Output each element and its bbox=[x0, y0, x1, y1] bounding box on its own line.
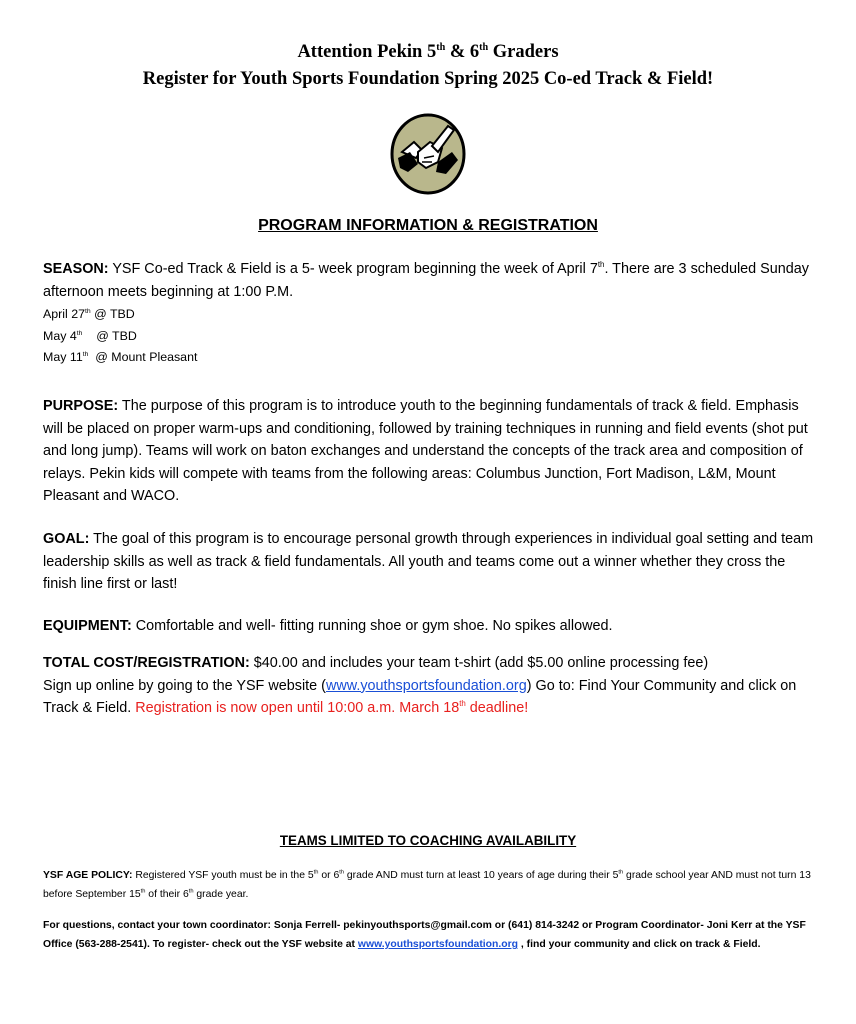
registration-deadline: Registration is now open until 10:00 a.m. March 18th deadline! bbox=[135, 699, 529, 716]
program-heading: PROGRAM INFORMATION & REGISTRATION bbox=[258, 217, 598, 234]
ysf-logo bbox=[388, 112, 468, 196]
purpose-label: PURPOSE: bbox=[43, 398, 119, 414]
equipment-section: EQUIPMENT: Comfortable and well- fitting running shoe or gym shoe. No spikes allowed. bbox=[43, 618, 613, 634]
equipment-label: EQUIPMENT: bbox=[43, 618, 132, 634]
meet-list bbox=[43, 304, 818, 369]
age-policy-label: YSF AGE POLICY: bbox=[43, 870, 133, 881]
contact-info: For questions, contact your town coordinator: Sonja Ferrell- pekinyouthsports@gmail.com or (641) 814-3242 or Program Coordinator- Joni Kerr at the YSF Office (563-288-2541). To register- check out the YSF website at www.youthsportsfoundation.org , find your community and click on track & Field. bbox=[43, 920, 806, 950]
ysf-website-link-footer[interactable]: www.youthsportsfoundation.org bbox=[357, 939, 518, 950]
header-line-1: Attention Pekin 5th & 6th Graders bbox=[297, 41, 559, 62]
teams-heading: TEAMS LIMITED TO COACHING AVAILABILITY bbox=[279, 833, 577, 848]
season-section: SEASON: YSF Co-ed Track & Field is a 5- week program beginning the week of April 7th. There are 3 scheduled Sunday afternoon meets beginning at 1:00 P.M. bbox=[43, 260, 809, 300]
cost-section: TOTAL COST/REGISTRATION: $40.00 and includes your team t-shirt (add $5.00 online processing fee) Sign up online by going to the YSF website (www.youthsportsfoundation.org) Go to: Find Your Community and click on Track & Field. Registration is now open until 10:00 a.m. March 18th deadline! bbox=[43, 655, 797, 716]
meet-item: April 27th @ TBD bbox=[43, 307, 135, 321]
goal-label: GOAL: bbox=[43, 531, 90, 547]
purpose-section: PURPOSE: The purpose of this program is to introduce youth to the beginning fundamentals of track & field. Emphasis will be placed on proper warm-ups and conditioning, followed by training techniques in running and field events (shot put and long jump). Teams will work on baton exchanges and understand the concepts of the track area and composition of relays. Pekin kids will compete with teams from the following areas: Columbus Junction, Fort Madison, L&M, Mount Pleasant and WACO. bbox=[43, 398, 808, 504]
meet-item: May 11th @ Mount Pleasant bbox=[43, 350, 198, 364]
ysf-website-link[interactable]: www.youthsportsfoundation.org bbox=[325, 677, 527, 694]
meet-item: May 4th @ TBD bbox=[43, 328, 137, 343]
cost-label: TOTAL COST/REGISTRATION: bbox=[43, 655, 250, 671]
season-label: SEASON: bbox=[43, 261, 109, 277]
header-line-2: Register for Youth Sports Foundation Spring 2025 Co-ed Track & Field! bbox=[142, 69, 714, 89]
age-policy: YSF AGE POLICY: Registered YSF youth must be in the 5th or 6th grade AND must turn at least 10 years of age during their 5th grade school year AND must not turn 13 before September 15th of their 6th grade year. bbox=[43, 869, 811, 900]
handshake-icon bbox=[388, 112, 468, 196]
goal-section: GOAL: The goal of this program is to encourage personal growth through experiences in individual goal setting and team leadership skills as well as track & field fundamentals. All youth and teams come out a winner whether they cross the finish line first or last! bbox=[43, 531, 814, 592]
